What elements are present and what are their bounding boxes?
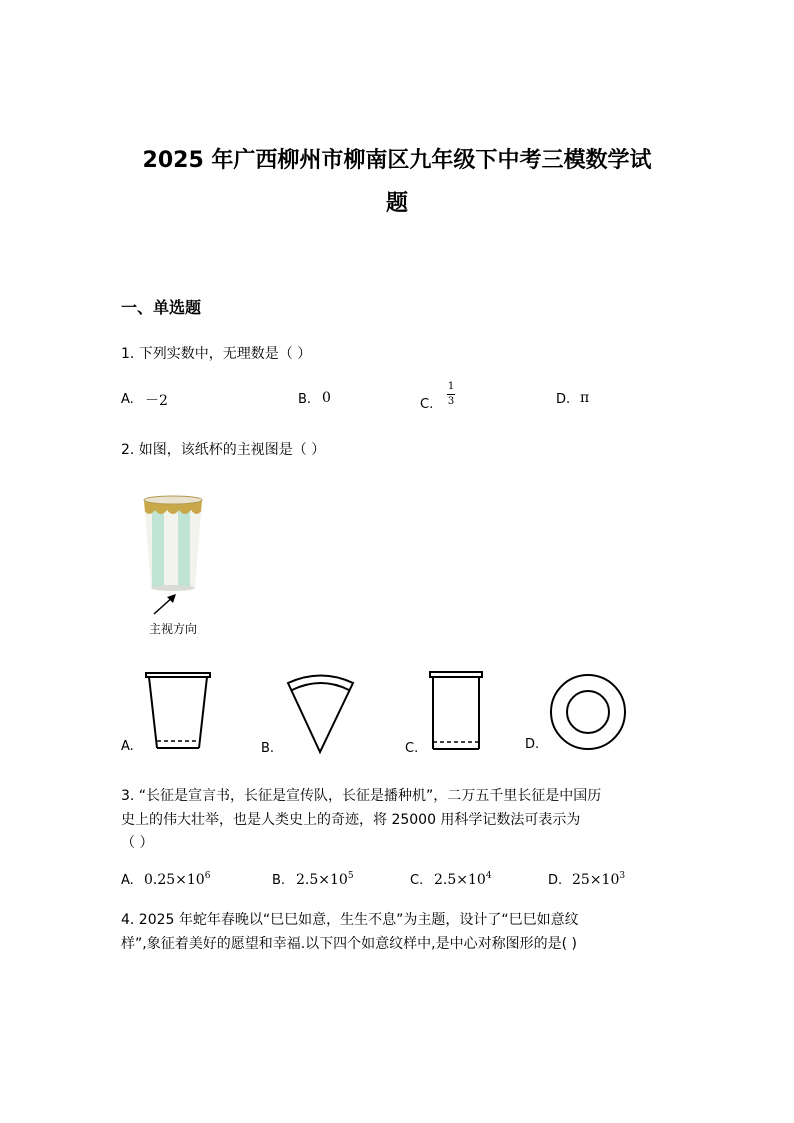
- q3-option-a-value: $0.25\times 10^6$: [144, 871, 211, 888]
- q3-option-c-value: $2.5\times 10^4$: [434, 871, 492, 888]
- q1-option-d-value: π: [580, 390, 590, 406]
- q1-option-b-label: B.: [298, 392, 312, 407]
- q3-option-d-label: D.: [548, 873, 563, 888]
- q1-option-b-value: 0: [322, 390, 331, 406]
- q2-option-a-label: A.: [121, 739, 134, 754]
- question-3-stem-line3: （ ）: [121, 835, 154, 851]
- q1-option-c-fraction-bar: [447, 394, 455, 395]
- document-title-line2: 题: [385, 191, 408, 216]
- q1-option-d-label: D.: [556, 392, 571, 407]
- question-4-stem-line2: 样”,象征着美好的愿望和幸福.以下四个如意纹样中,是中心对称图形的是( ): [121, 936, 577, 952]
- section-heading: 一、单选题: [121, 298, 202, 317]
- document-title-line1: 2025 年广西柳州市柳南区九年级下中考三模数学试: [142, 148, 652, 173]
- q2-option-a-figure: [144, 670, 214, 752]
- q2-option-c-label: C.: [405, 741, 419, 756]
- q2-option-d-label: D.: [525, 737, 540, 752]
- q3-option-b-value: $2.5\times 10^5$: [296, 871, 354, 888]
- question-4-stem-line1: 4. 2025 年蛇年春晚以“巳巳如意，生生不息”为主题，设计了“巳巳如意纹: [121, 912, 579, 928]
- q2-option-c-figure: [428, 669, 486, 753]
- q3-option-a-label: A.: [121, 873, 134, 888]
- q2-option-b-figure: [283, 670, 358, 755]
- q3-option-c-label: C.: [410, 873, 424, 888]
- view-direction-caption: 主视方向: [149, 622, 198, 636]
- q3-option-d-value: $25\times 10^3$: [572, 871, 626, 888]
- q1-option-a-value: －2: [145, 393, 168, 409]
- q3-option-b-label: B.: [272, 873, 286, 888]
- q1-option-c-numerator: 1: [447, 381, 455, 392]
- view-direction-arrow: [150, 592, 180, 618]
- q1-option-a-label: A.: [121, 392, 134, 407]
- q2-option-b-label: B.: [261, 741, 275, 756]
- question-2-stem: 2. 如图，该纸杯的主视图是（ ）: [121, 442, 326, 458]
- question-3-stem-line2: 史上的伟大壮举，也是人类史上的奇迹，将 25000 用科学记数法可表示为: [121, 812, 581, 828]
- question-1-stem: 1. 下列实数中，无理数是（ ）: [121, 346, 312, 362]
- q1-option-c-label: C.: [420, 397, 434, 412]
- question-3-stem-line1: 3. “长征是宣言书，长征是宣传队，长征是播种机”，二万五千里长征是中国历: [121, 788, 602, 804]
- q2-option-d-figure: [548, 672, 628, 752]
- q1-option-c-denominator: 3: [447, 396, 455, 407]
- paper-cup-image: [138, 492, 208, 597]
